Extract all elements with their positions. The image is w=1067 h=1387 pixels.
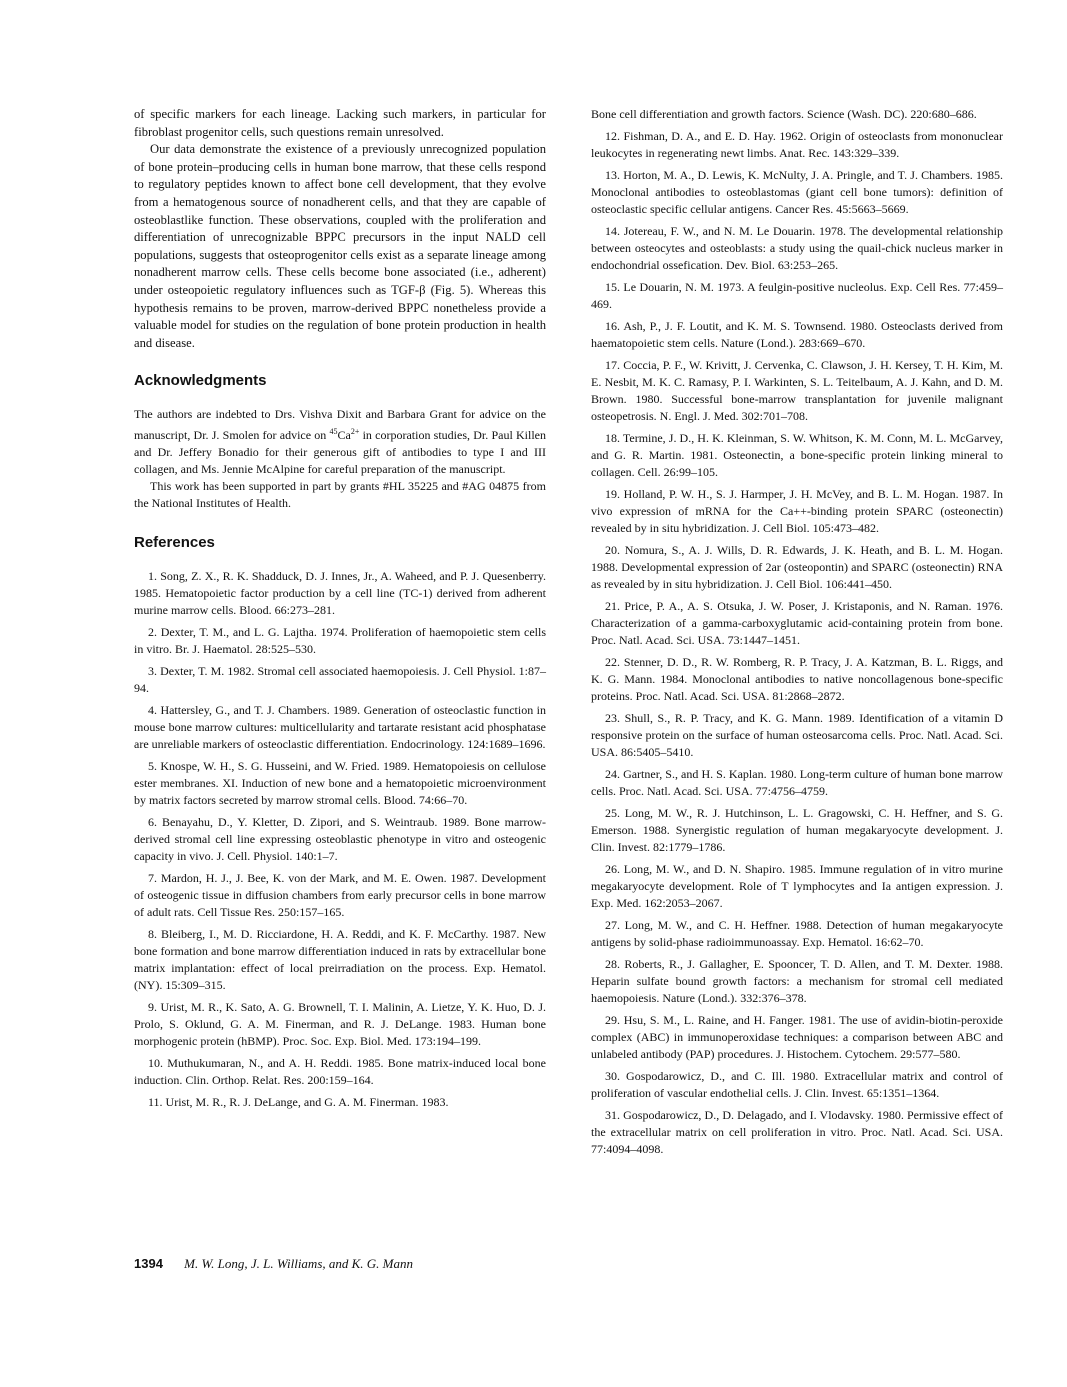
reference-item: 28. Roberts, R., J. Gallagher, E. Spooncer, T. D. Allen, and T. M. Dexter. 1988. Heparin sulfate bound growth factors: a mechanism for stromal cell mediated haemopoiesis. Nature (Lond.). 332:376–378. <box>591 957 1003 1005</box>
acknowledgments-text <box>134 406 546 512</box>
body-paragraph: Our data demonstrate the existence of a previously unrecognized population of bone protein–producing cells in human bone marrow, that these cells respond to regulatory peptides known to affect bone cell development, that they evolve from a hematogenous source of nonadherent cells, and that they are capable of osteoblastlike function. These observations, coupled with the proliferation and differentiation of unrecognizable BPPC precursors in the input NALD cell populations, suggests that osteoprogenitor cells exist as a separate lineage among nonadherent marrow cells. These cells become bone associated (i.e., adherent) under osteopoietic regulatory influences such as TGF-β (Fig. 5). Whereas this hypothesis remains to be proven, marrow-derived BPPC nonetheless provide a valuable model for studies on the regulation of bone protein production in health and disease. <box>134 142 546 350</box>
acknowledgments-funding: This work has been supported in part by grants #HL 35225 and #AG 04875 from the National Institutes of Health. <box>134 478 546 510</box>
page-number: 1394 <box>134 1256 163 1271</box>
reference-item: 10. Muthukumaran, N., and A. H. Reddi. 1985. Bone matrix-induced local bone induction. Clin. Orthop. Relat. Res. 200:159–164. <box>134 1055 546 1087</box>
references-list-left <box>134 568 546 1111</box>
ack-text-b: Ca <box>337 427 351 442</box>
reference-item: 23. Shull, S., R. P. Tracy, and K. G. Mann. 1989. Identification of a vitamin D responsive protein on the surface of human osteosarcoma cells. Proc. Natl. Acad. Sci. USA. 86:5405–5410. <box>591 711 1003 759</box>
ack-text-a: The authors are indebted to Drs. Vishva Dixit and Barbara Grant for advice on the manuscript, Dr. J. Smolen for advice on <box>134 406 546 442</box>
reference-item: 6. Benayahu, D., Y. Kletter, D. Zipori, and S. Weintraub. 1989. Bone marrow-derived stromal cell line expressing osteoblastic phenotype in vitro and osteogenic capacity in vivo. J. Cell. Physiol. 140:1–7. <box>134 814 546 863</box>
acknowledgments-heading: Acknowledgments <box>134 372 267 390</box>
reference-continuation: Bone cell differentiation and growth factors. Science (Wash. DC). 220:680–686. <box>591 107 977 121</box>
reference-item: 24. Gartner, S., and H. S. Kaplan. 1980. Long-term culture of human bone marrow cells. Proc. Natl. Acad. Sci. USA. 77:4756–4759. <box>591 767 1003 798</box>
reference-item: 3. Dexter, T. M. 1982. Stromal cell associated haemopoiesis. J. Cell Physiol. 1:87–94. <box>134 663 546 695</box>
body-paragraph: of specific markers for each lineage. Lacking such markers, in particular for fibroblast progenitor cells, such questions remain unresolved. <box>134 107 546 139</box>
reference-item: 12. Fishman, D. A., and E. D. Hay. 1962. Origin of osteoclasts from mononuclear leukocytes in regenerating newt limbs. Anat. Rec. 143:329–339. <box>591 129 1003 160</box>
reference-item: 8. Bleiberg, I., M. D. Ricciardone, H. A. Reddi, and K. F. McCarthy. 1987. New bone formation and bone marrow differentiation induced in rats by extracellular bone matrix implantation: effect of local preirradiation on the process. Exp. Hematol. (NY). 15:309–315. <box>134 926 546 992</box>
acknowledgments-paragraph <box>134 406 546 478</box>
reference-item: 25. Long, M. W., R. J. Hutchinson, L. L. Gragowski, C. H. Heffner, and S. G. Emerson. 1988. Synergistic regulation of human megakaryocyte development. J. Clin. Invest. 82:1779–1786. <box>591 806 1003 854</box>
ack-superscript: 45 <box>329 426 338 436</box>
running-authors: M. W. Long, J. L. Williams, and K. G. Mann <box>184 1256 414 1271</box>
reference-item: 29. Hsu, S. M., L. Raine, and H. Fanger. 1981. The use of avidin-biotin-peroxide complex (ABC) in immunoperoxidase techniques: a comparison between ABC and unlabeled antibody (PAP) procedures. J. Histochem. Cytochem. 29:577–580. <box>591 1013 1003 1061</box>
reference-item: 17. Coccia, P. F., W. Krivitt, J. Cervenka, C. Clawson, J. H. Kersey, T. H. Kim, M. E. Nesbit, M. K. C. Ramasy, P. I. Warkinten, S. L. Teitelbaum, A. J. Kahn, and D. M. Brown. 1980. Successful bone-marrow transplantation for juvenile malignant osteopetrosis. N. Engl. J. Med. 302:701–708. <box>591 358 1003 423</box>
reference-item: 21. Price, P. A., A. S. Otsuka, J. W. Poser, J. Kristaponis, and N. Raman. 1976. Characterization of a gamma-carboxyglutamic acid-containing protein from bone. Proc. Natl. Acad. Sci. USA. 73:1447–1451. <box>591 599 1003 647</box>
reference-item: 9. Urist, M. R., K. Sato, A. G. Brownell, T. I. Malinin, A. Lietze, Y. K. Huo, D. J. Prolo, S. Oklund, G. A. M. Finerman, and R. J. DeLange. 1983. Human bone morphogenic protein (hBMP). Proc. Soc. Exp. Biol. Med. 173:194–199. <box>134 999 546 1048</box>
right-column <box>591 106 1003 1163</box>
page-footer <box>134 1256 413 1272</box>
ack-text-c: in corporation studies, Dr. Paul Killen and Dr. Jeffery Bonadio for their generous gift of antibodies to type I and III collagen, and Ms. Jennie McAlpine for careful preparation of the manuscript. <box>134 427 547 476</box>
reference-item: 31. Gospodarowicz, D., D. Delagado, and I. Vlodavsky. 1980. Permissive effect of the extracellular matrix on cell proliferation in vitro. Proc. Natl. Acad. Sci. USA. 77:4094–4098. <box>591 1108 1003 1156</box>
reference-item: 4. Hattersley, G., and T. J. Chambers. 1989. Generation of osteoclastic function in mouse bone marrow cultures: multicellularity and tartarate resistant acid phosphatase are unreliable markers of osteoclastic differentiation. Endocrinology. 124:1689–1696. <box>134 702 546 751</box>
reference-item: 16. Ash, P., J. F. Loutit, and K. M. S. Townsend. 1980. Osteoclasts derived from haematopoietic stem cells. Nature (Lond.). 283:669–670. <box>591 319 1003 350</box>
reference-item: 27. Long, M. W., and C. H. Heffner. 1988. Detection of human megakaryocyte antigens by solid-phase radioimmunoassay. Exp. Hematol. 16:62–70. <box>591 918 1003 949</box>
left-column <box>134 106 546 1116</box>
reference-item: 20. Nomura, S., A. J. Wills, D. R. Edwards, J. K. Heath, and B. L. M. Hogan. 1988. Developmental expression of 2ar (osteopontin) and SPARC (osteonectin) RNA as revealed by in situ hybridization. J. Cell Biol. 106:441–450. <box>591 543 1003 591</box>
references-heading: References <box>134 533 215 551</box>
reference-item: 11. Urist, M. R., R. J. DeLange, and G. A. M. Finerman. 1983. <box>148 1094 449 1109</box>
reference-item: 19. Holland, P. W. H., S. J. Harmper, J. H. McVey, and B. L. M. Hogan. 1987. In vivo expression of mRNA for the Ca++-binding protein SPARC (osteonectin) revealed by in situ hybridization. J. Cell Biol. 105:473–482. <box>591 487 1003 535</box>
reference-item: 7. Mardon, H. J., J. Bee, K. von der Mark, and M. E. Owen. 1987. Development of osteogenic tissue in diffusion chambers from early precursor cells in bone marrow of adult rats. Cell Tissue Res. 250:157–165. <box>134 870 546 919</box>
reference-item: 26. Long, M. W., and D. N. Shapiro. 1985. Immune regulation of in vitro murine megakaryocyte development. Role of T lymphocytes and Ia antigen expression. J. Exp. Med. 162:2053–2067. <box>591 862 1003 910</box>
reference-item: 2. Dexter, T. M., and L. G. Lajtha. 1974. Proliferation of haemopoietic stem cells in vitro. Br. J. Haematol. 28:525–530. <box>134 624 546 656</box>
reference-item: 14. Jotereau, F. W., and N. M. Le Douarin. 1978. The developmental relationship between osteocytes and osteoblasts: a study using the quail-chick nucleus marker in endochondrial ossefication. Dev. Biol. 63:253–265. <box>591 224 1003 272</box>
reference-item: 18. Termine, J. D., H. K. Kleinman, S. W. Whitson, K. M. Conn, M. L. McGarvey, and G. R. Martin. 1981. Osteonectin, a bone-specific protein linking mineral to collagen. Cell. 26:99–105. <box>591 431 1003 479</box>
reference-item: 22. Stenner, D. D., R. W. Romberg, R. P. Tracy, J. A. Katzman, B. L. Riggs, and K. G. Mann. 1984. Monoclonal antibodies to native noncollagenous bone-specific proteins. Proc. Natl. Acad. Sci. USA. 81:2868–2872. <box>591 655 1003 703</box>
reference-item: 1. Song, Z. X., R. K. Shadduck, D. J. Innes, Jr., A. Waheed, and P. J. Quesenberry. 1985. Hematopoietic factor production by a cell line (TC-1) derived from adherent murine marrow cells. Blood. 66:273–281. <box>134 568 546 617</box>
reference-item: 13. Horton, M. A., D. Lewis, K. McNulty, J. A. Pringle, and T. J. Chambers. 1985. Monoclonal antibodies to osteoblastomas (giant cell bone tumors): definition of osteoclastic specific cellular antigens. Cancer Res. 45:5663–5669. <box>591 168 1003 216</box>
reference-item: 15. Le Douarin, N. M. 1973. A feulgin-positive nucleolus. Exp. Cell Res. 77:459–469. <box>591 280 1003 311</box>
reference-item: 5. Knospe, W. H., S. G. Husseini, and W. Fried. 1989. Hematopoiesis on cellulose ester membranes. XI. Induction of new bone and a hematopoietic microenvironment by matrix factors secreted by marrow stromal cells. Blood. 74:66–70. <box>134 758 546 807</box>
ack-superscript-charge: 2+ <box>350 426 360 436</box>
reference-item: 30. Gospodarowicz, D., and C. Ill. 1980. Extracellular matrix and control of proliferation of vascular endothelial cells. J. Clin. Invest. 65:1351–1364. <box>591 1069 1003 1100</box>
